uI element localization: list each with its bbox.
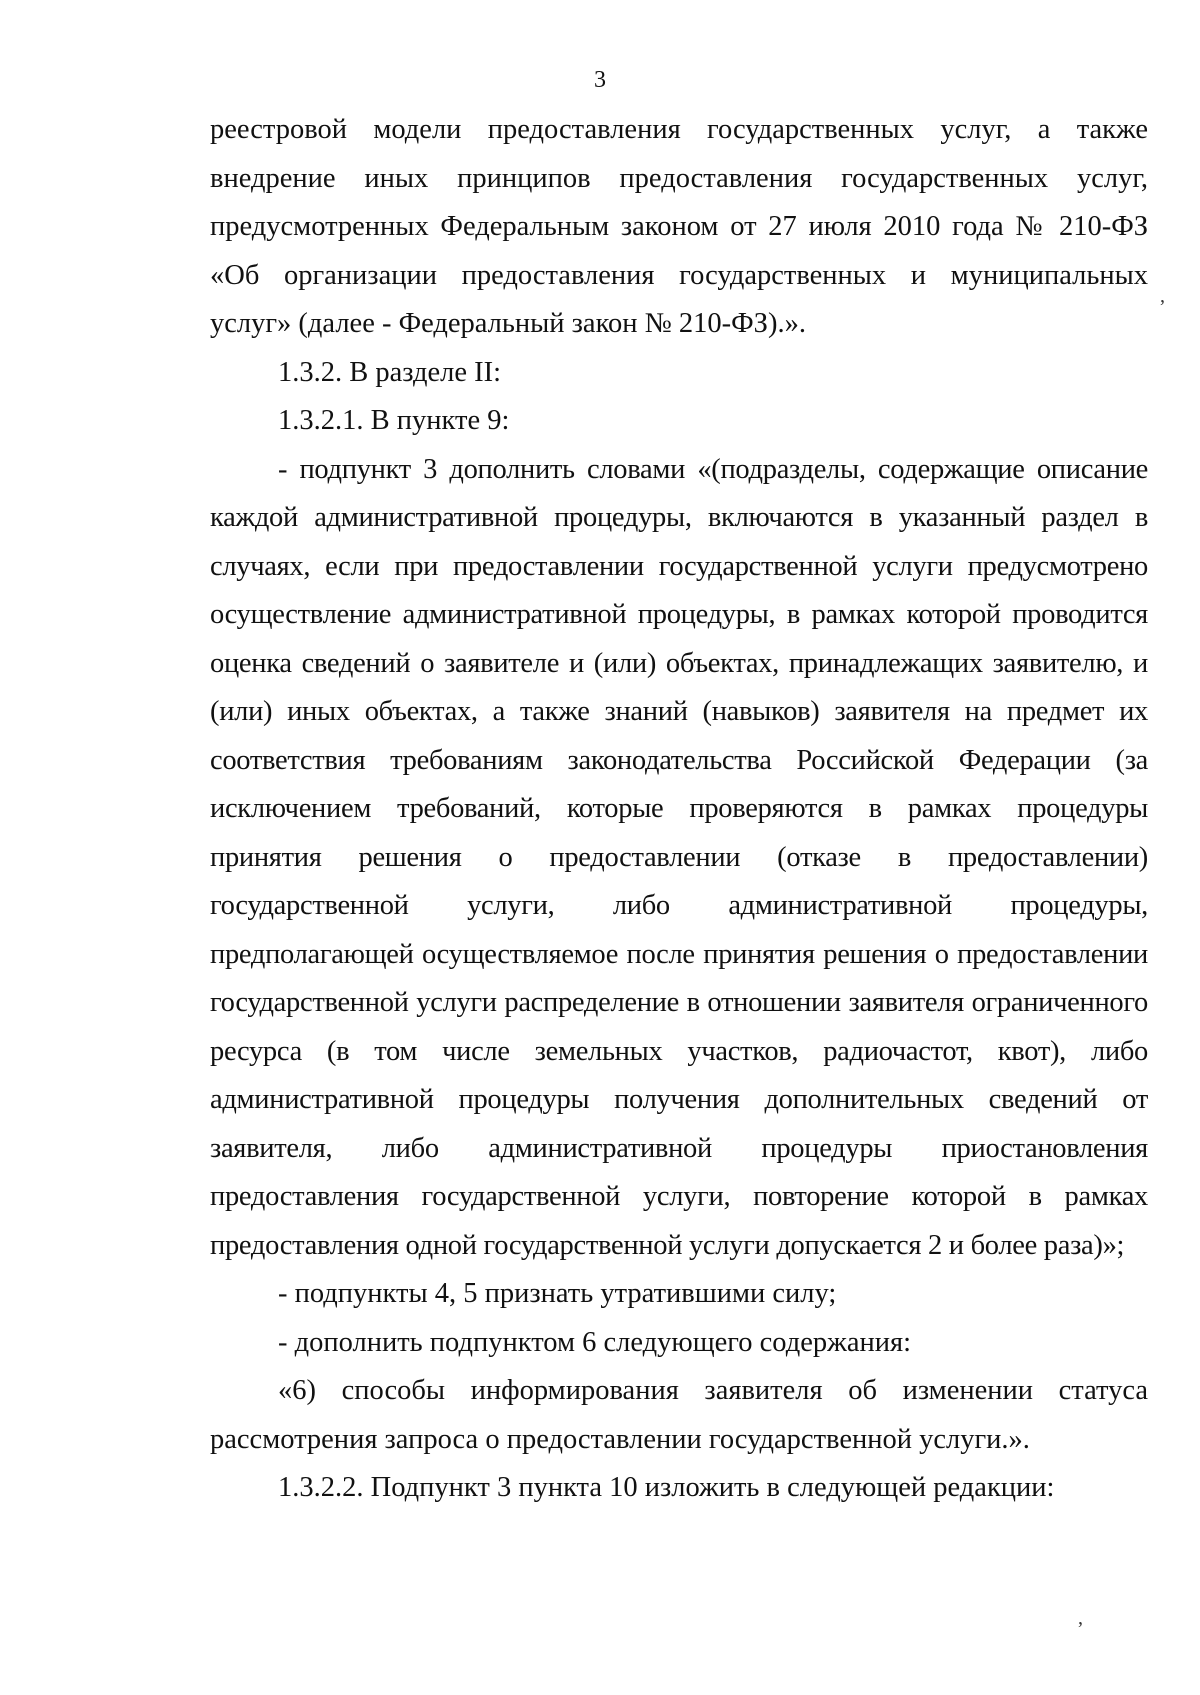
paragraph-subitems-4-5: - подпункты 4, 5 признать утратившими силу; bbox=[278, 1278, 837, 1309]
margin-mark: , bbox=[1160, 285, 1165, 307]
paragraph-item-10-heading: 1.3.2.2. Подпункт 3 пункта 10 изложить в следующей редакции: bbox=[278, 1472, 1055, 1503]
paragraph-item-9-heading: 1.3.2.1. В пункте 9: bbox=[278, 405, 510, 436]
document-body bbox=[210, 106, 1148, 1513]
paragraph-subitem-3: - подпункт 3 дополнить словами «(подразделы, содержащие описание каждой административной процедуры, включаются в указанный раздел в случаях, если при предоставлении государственной услуги предусмотрено осуществление административной процедуры, в рамках которой проводится оценка сведений о заявителе и (или) объектах, принадлежащих заявителю, и (или) иных объектах, а также знаний (навыков) заявителя на предмет их соответствия требованиям законодательства Российской Федерации (за исключением требований, которые проверяются в рамках процедуры принятия решения о предоставлении (отказе в предоставлении) государственной услуги, либо административной процедуры, предполагающей осуществляемое после принятия решения о предоставлении государственной услуги распределение в отношении заявителя ограниченного ресурса (в том числе земельных участков, радиочастот, квот), либо административной процедуры получения дополнительных сведений от заявителя, либо административной процедуры приостановления предоставления государственной услуги, повторение которой в рамках предоставления одной государственной услуги допускается 2 и более раза)»; bbox=[210, 453, 1148, 1261]
page-number: 3 bbox=[594, 67, 606, 93]
paragraph-registry-model: реестровой модели предоставления государственных услуг, а также внедрение иных принципов предоставления государственных услуг, предусмотренных Федеральным законом от 27 июля 2010 года № 210-ФЗ «Об организации предоставления государственных и муниципальных услуг» (далее - Федеральный закон № 210-ФЗ).». bbox=[210, 114, 1148, 339]
paragraph-subitem-6-text: «6) способы информирования заявителя об изменении статуса рассмотрения запроса о предоставлении государственной услуги.». bbox=[210, 1375, 1148, 1455]
paragraph-section-heading: 1.3.2. В разделе II: bbox=[278, 356, 502, 388]
margin-mark: , bbox=[1078, 1607, 1083, 1629]
paragraph-add-subitem-6: - дополнить подпунктом 6 следующего содержания: bbox=[278, 1326, 912, 1358]
